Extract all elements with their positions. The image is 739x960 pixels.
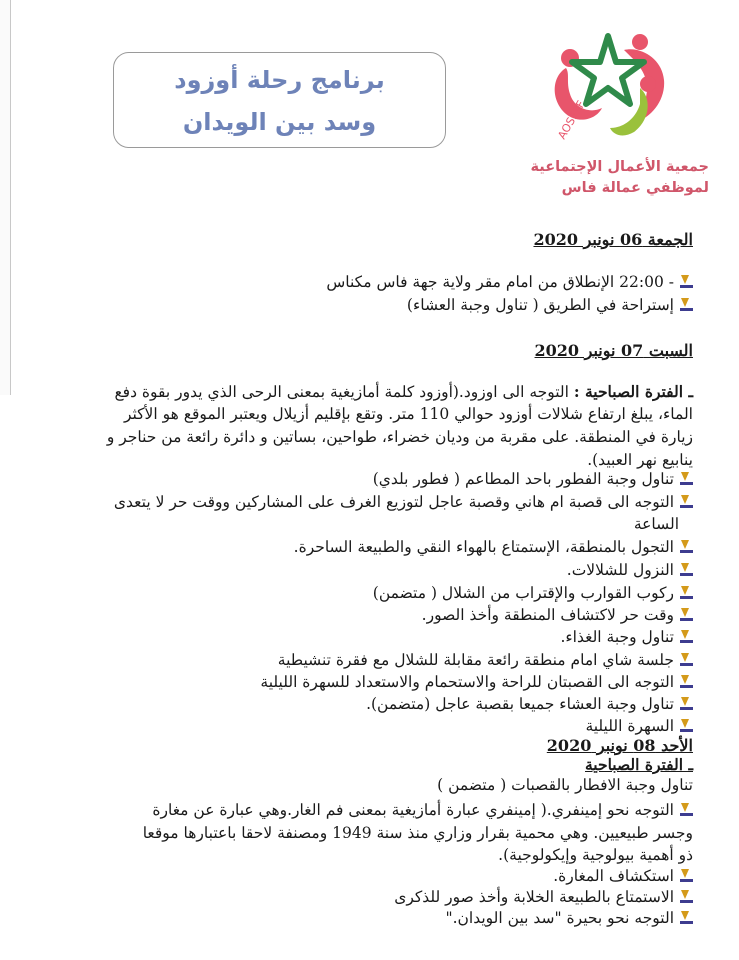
- list-item: تناول وجبة العشاء جميعا بقصبة عاجل (متضمن).: [33, 693, 693, 716]
- list-item: النزول للشلالات.: [33, 559, 693, 582]
- logo-text: AOSFPF: [555, 98, 588, 142]
- list-item: استكشاف المغارة.: [33, 865, 693, 888]
- title-box: [113, 52, 446, 148]
- morning-paragraph-line: ـ الفترة الصباحية : التوجه الى اوزود.(أوزود كلمة أمازيغية بمعنى الرحى الذي يدور بقوة دفع: [114, 382, 693, 401]
- list-item: - 22:00 الإنطلاق من امام مقر ولاية جهة فاس مكناس: [33, 271, 693, 294]
- bullet-icon: [680, 675, 693, 688]
- list-item: التوجه نحو إمينفري.( إمينفري عبارة أمازيغية بمعنى فم الغار.وهي عبارة عن مغارة: [33, 799, 693, 822]
- list-item: التجول بالمنطقة، الإستمتاع بالهواء النقي والطبيعة الساحرة.: [33, 536, 693, 559]
- day3-heading: الأحد 08 نونبر 2020: [546, 736, 693, 755]
- list-item: السهرة الليلية: [33, 715, 693, 738]
- bullet-icon: [680, 586, 693, 599]
- list-item: تناول وجبة الفطور باحد المطاعم ( فطور بلدي): [33, 468, 693, 491]
- title-line-1: برنامج رحلة أوزود: [174, 66, 385, 94]
- title-line-2: وسد بين الويدان: [182, 108, 377, 136]
- list-item: ركوب القوارب والإقتراب من الشلال ( متضمن): [33, 582, 693, 605]
- list-item: التوجه الى قصبة ام هاني وقصبة عاجل لتوزيع الغرف على المشاركين ووقت حر لا يتعدى: [33, 491, 693, 514]
- bullet-icon: [680, 719, 693, 732]
- morning-label: ـ الفترة الصباحية :: [573, 382, 693, 401]
- list-item-continuation: وجسر طبيعيين. وهي محمية بقرار وزاري منذ سنة 1949 ومصنفة لاحقا باعتبارها موقعا: [142, 824, 693, 842]
- page-edge: [0, 0, 11, 395]
- association-line-1: جمعية الأعمال الإجتماعية: [530, 159, 709, 175]
- list-item: إستراحة في الطريق ( تناول وجبة العشاء): [33, 294, 693, 317]
- bullet-icon: [680, 911, 693, 924]
- bullet-icon: [680, 608, 693, 621]
- association-logo: [544, 28, 672, 156]
- bullet-icon: [680, 803, 693, 816]
- association-line-2: لموظفي عمالة فاس: [561, 180, 709, 196]
- bullet-icon: [680, 869, 693, 882]
- association-name: [489, 157, 709, 199]
- bullet-icon: [680, 563, 693, 576]
- list-item: التوجه نحو بحيرة "سد بين الويدان.": [33, 907, 693, 930]
- morning-paragraph-line: زيارة في المنطقة. على مقربة من وديان خضراء، طواحين، بساتين و دائرة رائعة من حناجر و: [106, 428, 693, 446]
- bullet-icon: [680, 890, 693, 903]
- list-item: تناول وجبة الغذاء.: [33, 626, 693, 649]
- bullet-icon: [680, 495, 693, 508]
- morning-label: ـ الفترة الصباحية: [585, 755, 693, 774]
- bullet-icon: [680, 540, 693, 553]
- list-item-continuation: الساعة: [633, 515, 679, 533]
- day2-heading: السبت 07 نونبر 2020: [534, 341, 693, 360]
- day1-heading: الجمعة 06 نونبر 2020: [533, 230, 693, 249]
- morning-paragraph-line: ينابيع نهر العبيد).: [587, 451, 693, 469]
- list-item: وقت حر لاكتشاف المنطقة وأخذ الصور.: [33, 604, 693, 627]
- list-item-continuation: ذو أهمية بيولوجية وإيكولوجية).: [498, 846, 693, 864]
- list-item: جلسة شاي امام منطقة رائعة مقابلة للشلال مع فقرة تنشيطية: [33, 649, 693, 672]
- bullet-icon: [680, 630, 693, 643]
- bullet-icon: [680, 653, 693, 666]
- breakfast-line: تناول وجبة الافطار بالقصبات ( متضمن ): [437, 776, 693, 794]
- bullet-icon: [680, 298, 693, 311]
- bullet-icon: [680, 275, 693, 288]
- bullet-icon: [680, 697, 693, 710]
- list-item: الاستمتاع بالطبيعة الخلابة وأخذ صور للذكرى: [33, 886, 693, 909]
- list-item: التوجه الى القصبتان للراحة والاستحمام والاستعداد للسهرة الليلية: [33, 671, 693, 694]
- bullet-icon: [680, 472, 693, 485]
- morning-paragraph-line: الماء، يبلغ ارتفاع شلالات أوزود حوالي 110 متر. وتقع بإقليم أزيلال ويعتبر الموقع هو الأكثر: [123, 405, 693, 423]
